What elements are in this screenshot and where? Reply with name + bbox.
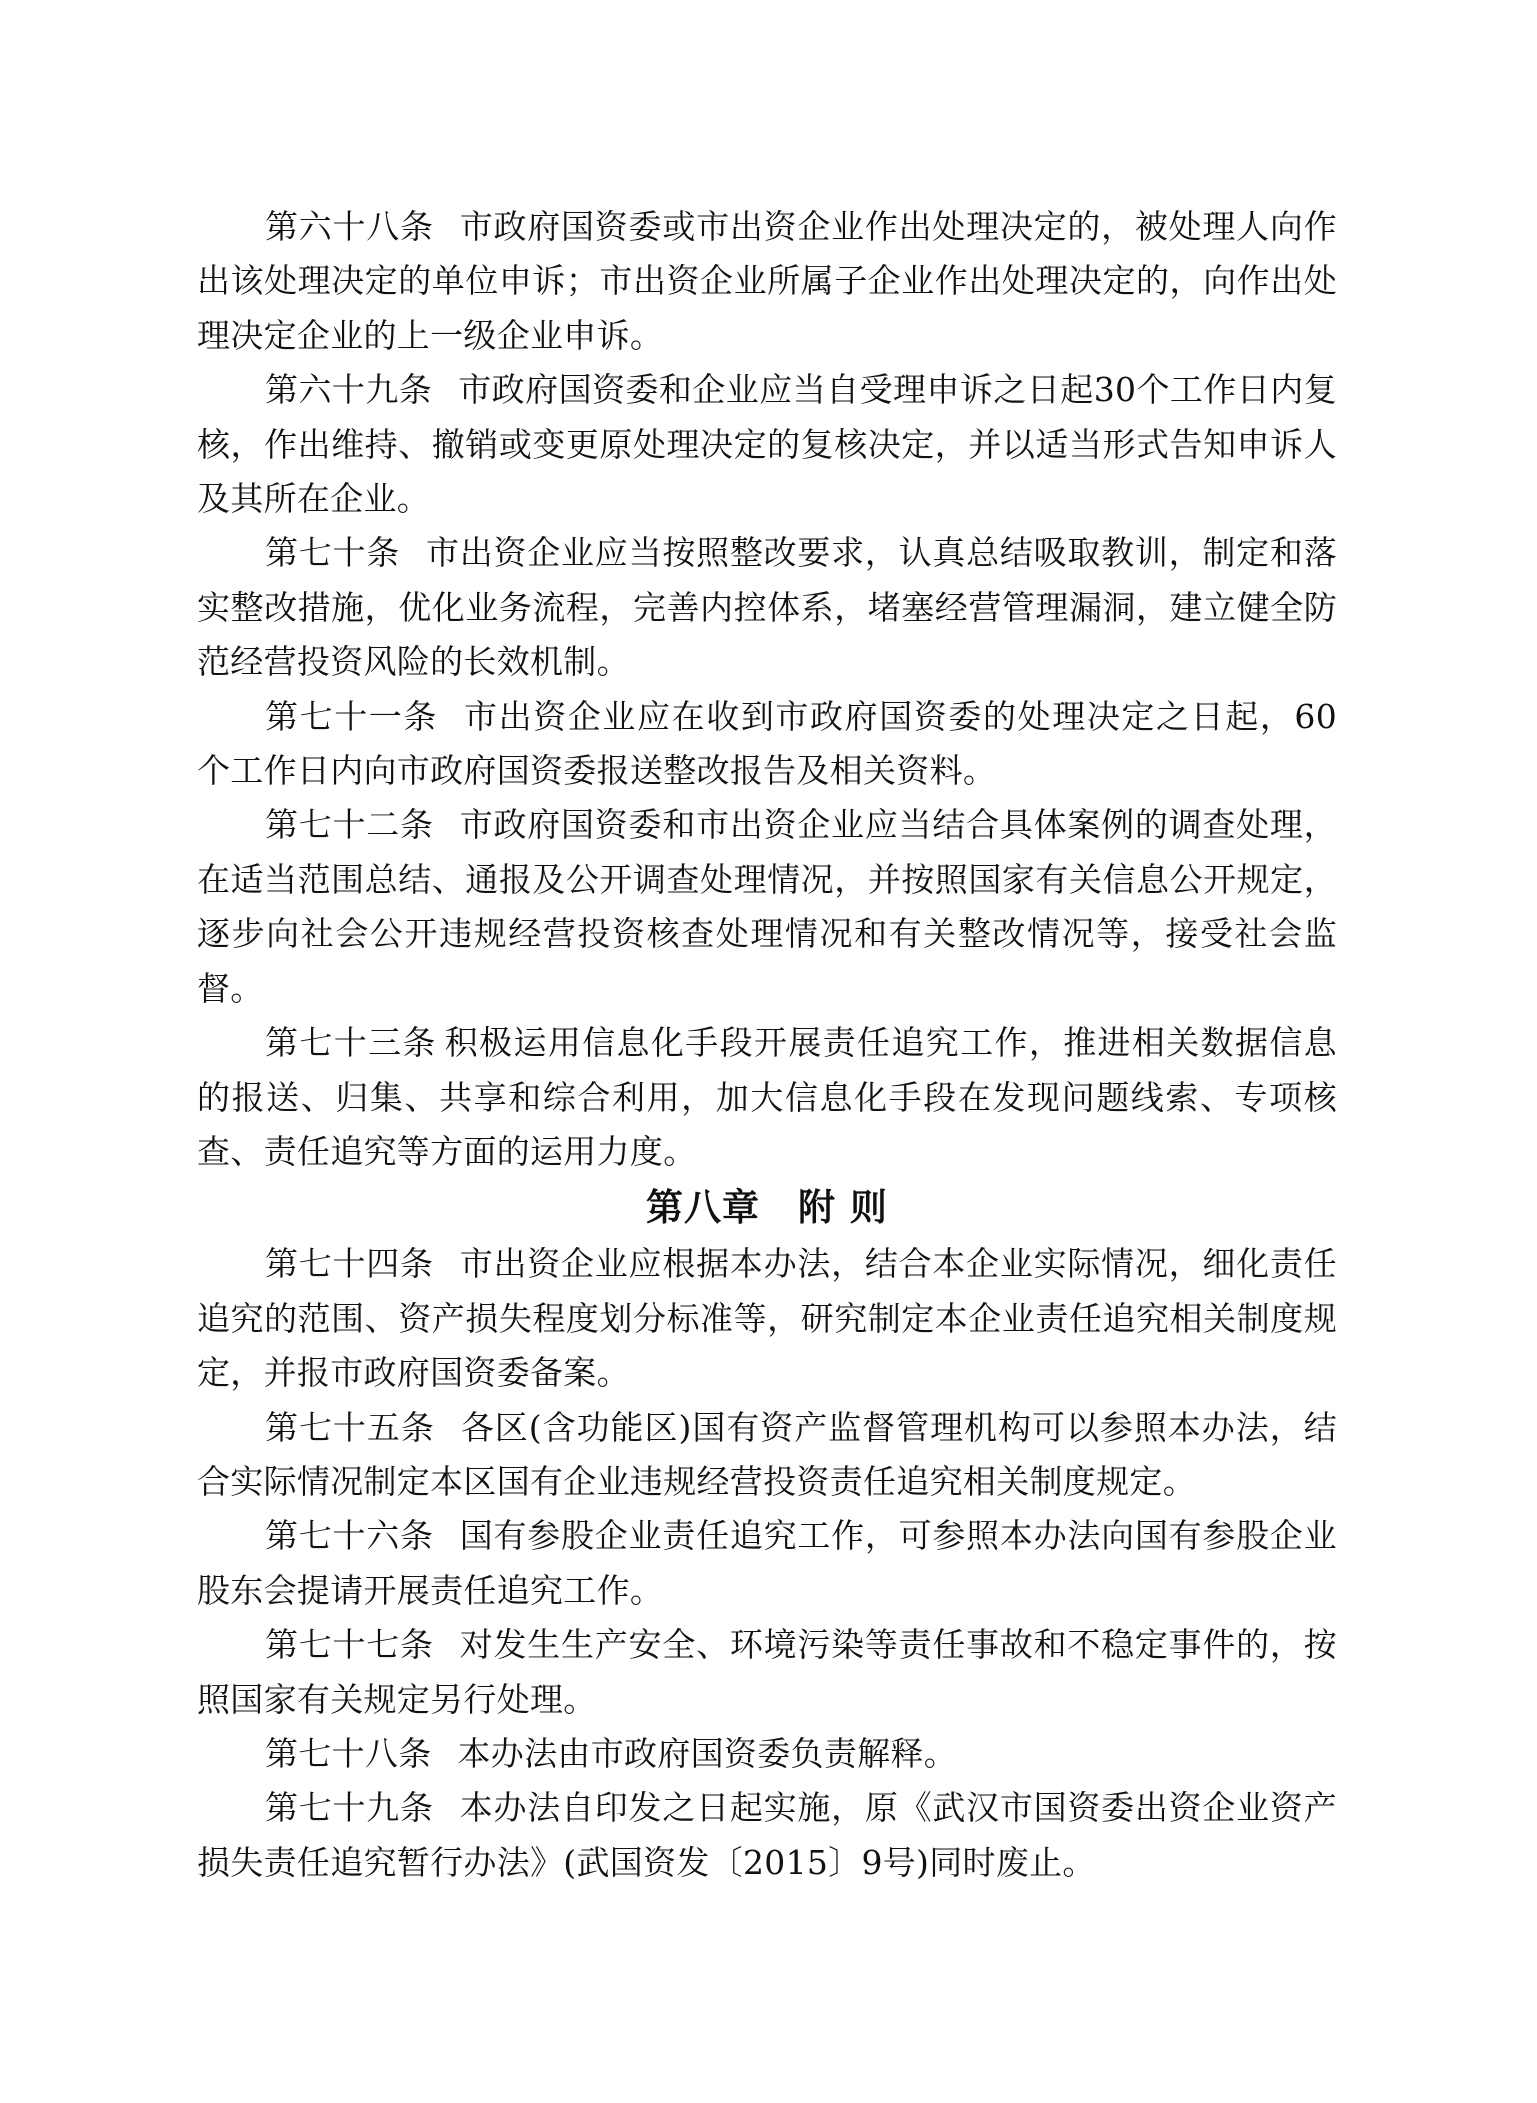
chapter-title: 第八章 附 则	[646, 1186, 888, 1230]
article-number: 第六十九条	[265, 370, 433, 410]
article-text: 市出资企业应在收到市政府国资委的处理决定之日起，60 个工作日内向市政府国资委报送整改报告及相关资料。	[197, 696, 1338, 791]
article-text: 市出资企业应根据本办法，结合本企业实际情况，细化责任追究的范围、资产损失程度划分标准等，研究制定本企业责任追究相关制度规定，并报市政府国资委备案。	[197, 1244, 1337, 1393]
article-number: 第七十四条	[265, 1244, 434, 1284]
article-70	[197, 526, 1337, 689]
article-number: 第七十一条	[265, 696, 439, 736]
article-text: 市政府国资委和市出资企业应当结合具体案例的调查处理，在适当范围总结、通报及公开调查处理情况，并按照国家有关信息公开规定，逐步向社会公开违规经营投资核查处理情况和有关整改情况等，接受社会监督。	[197, 805, 1337, 1008]
document-body	[197, 200, 1337, 1890]
article-number: 第七十三条	[265, 1023, 437, 1063]
article-number: 第七十条	[265, 533, 401, 573]
article-text: 市政府国资委和企业应当自受理申诉之日起30个工作日内复核，作出维持、撤销或变更原处理决定的复核决定，并以适当形式告知申诉人及其所在企业。	[197, 370, 1337, 519]
article-number: 第七十八条	[265, 1733, 432, 1773]
article-number: 第六十八条	[265, 207, 434, 246]
article-number: 第七十九条	[265, 1788, 434, 1828]
article-number: 第七十六条	[265, 1516, 434, 1556]
article-74	[197, 1237, 1337, 1400]
article-text: 各区(含功能区)国有资产监督管理机构可以参照本办法，结合实际情况制定本区国有企业违规经营投资责任追究相关制度规定。	[197, 1407, 1338, 1501]
article-text: 积极运用信息化手段开展责任追究工作，推进相关数据信息的报送、归集、共享和综合利用，加大信息化手段在发现问题线索、专项核查、责任追究等方面的运用力度。	[197, 1023, 1337, 1171]
article-69	[197, 363, 1337, 526]
article-number: 第七十五条	[265, 1407, 435, 1447]
article-68	[197, 200, 1337, 363]
article-77	[197, 1618, 1337, 1727]
article-76	[197, 1509, 1337, 1618]
article-72	[197, 798, 1337, 1016]
article-text: 本办法由市政府国资委负责解释。	[457, 1733, 957, 1773]
article-number: 第七十七条	[265, 1625, 434, 1665]
article-text: 市出资企业应当按照整改要求，认真总结吸取教训，制定和落实整改措施，优化业务流程，完善内控体系，堵塞经营管理漏洞，建立健全防范经营投资风险的长效机制。	[197, 533, 1337, 682]
article-text: 国有参股企业责任追究工作，可参照本办法向国有参股企业股东会提请开展责任追究工作。	[197, 1516, 1337, 1610]
article-73	[197, 1016, 1337, 1179]
article-79	[197, 1781, 1337, 1890]
article-78	[197, 1727, 1337, 1781]
article-75	[197, 1401, 1337, 1510]
article-text: 对发生生产安全、环境污染等责任事故和不稳定事件的，按照国家有关规定另行处理。	[197, 1625, 1337, 1719]
article-71	[197, 690, 1337, 799]
article-number: 第七十二条	[265, 805, 434, 845]
article-text: 市政府国资委或市出资企业作出处理决定的，被处理人向作出该处理决定的单位申诉；市出资企业所属子企业作出处理决定的，向作出处理决定企业的上一级企业申诉。	[197, 207, 1337, 355]
article-text: 本办法自印发之日起实施，原《武汉市国资委出资企业资产损失责任追究暂行办法》(武国资发〔2015〕9号)同时废止。	[197, 1788, 1337, 1882]
